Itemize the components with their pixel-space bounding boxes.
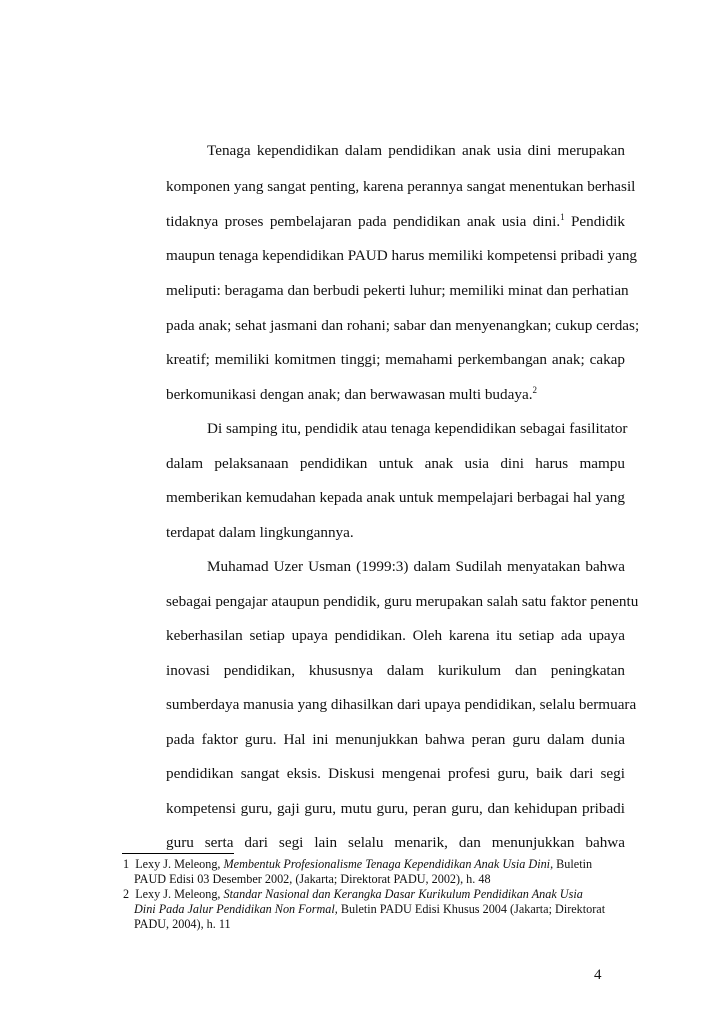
- body-text-line: pada faktor guru. Hal ini menunjukkan bahwa peran guru dalam dunia: [166, 731, 625, 748]
- footnote-1: [123, 857, 592, 872]
- body-text-line: meliputi: beragama dan berbudi pekerti luhur; memiliki minat dan perhatian: [166, 282, 629, 299]
- footnote-author: Lexy J. Meleong,: [135, 857, 221, 871]
- body-text-line: guru serta dari segi lain selalu menarik, dan menunjukkan bahwa: [166, 834, 625, 851]
- footnote-number: 1: [123, 857, 130, 871]
- footnote-text: Buletin: [556, 857, 593, 871]
- body-text-line: pendidikan sangat eksis. Diskusi mengenai profesi guru, baik dari segi: [166, 765, 625, 782]
- footnote-2-continued: [134, 902, 605, 917]
- body-text-line: pada anak; sehat jasmani dan rohani; sabar dan menyenangkan; cukup cerdas;: [166, 317, 640, 334]
- body-text-line: sumberdaya manusia yang dihasilkan dari upaya pendidikan, selalu bermuara: [166, 696, 637, 713]
- body-text-line: terdapat dalam lingkungannya.: [166, 524, 354, 541]
- footnote-title: Membentuk Profesionalisme Tenaga Kependidikan Anak Usia Dini,: [223, 857, 554, 871]
- footnote-1-continued: PAUD Edisi 03 Desember 2002, (Jakarta; Direktorat PADU, 2002), h. 48: [134, 872, 491, 886]
- body-text-line: inovasi pendidikan, khususnya dalam kurikulum dan peningkatan: [166, 662, 625, 679]
- body-text-segment: tidaknya proses pembelajaran pada pendidikan anak usia dini.: [166, 213, 561, 230]
- body-text-line: sebagai pengajar ataupun pendidik, guru merupakan salah satu faktor penentu: [166, 593, 639, 610]
- body-text-line: Di samping itu, pendidik atau tenaga kependidikan sebagai fasilitator: [207, 420, 628, 437]
- page-number: 4: [594, 967, 602, 983]
- body-text-line: [166, 212, 625, 232]
- footnote-separator: [122, 853, 234, 854]
- footnote-title: Dini Pada Jalur Pendidikan Non Formal,: [134, 902, 338, 916]
- footnote-2: [123, 887, 583, 902]
- footnote-text: Buletin PADU Edisi Khusus 2004 (Jakarta; Direktorat: [340, 902, 606, 916]
- body-text-line: komponen yang sangat penting, karena perannya sangat menentukan berhasil: [166, 178, 636, 195]
- body-text-segment: berkomunikasi dengan anak; dan berwawasan multi budaya.: [166, 386, 533, 403]
- footnote-2-continued: PADU, 2004), h. 11: [134, 917, 231, 931]
- body-text-line: memberikan kemudahan kepada anak untuk mempelajari berbagai hal yang: [166, 489, 625, 506]
- footnote-title: Standar Nasional dan Kerangka Dasar Kurikulum Pendidikan Anak Usia: [223, 887, 583, 901]
- body-text-line: keberhasilan setiap upaya pendidikan. Oleh karena itu setiap ada upaya: [166, 627, 625, 644]
- body-text-line: [166, 385, 625, 405]
- footnote-number: 2: [123, 887, 130, 901]
- body-text-segment: Pendidik: [570, 213, 625, 230]
- footnote-author: Lexy J. Meleong,: [135, 887, 221, 901]
- footnote-ref: 2: [532, 385, 537, 395]
- body-text-line: kreatif; memiliki komitmen tinggi; memahami perkembangan anak; cakap: [166, 351, 625, 368]
- body-text-line: Muhamad Uzer Usman (1999:3) dalam Sudilah menyatakan bahwa: [207, 558, 625, 575]
- body-text-line: kompetensi guru, gaji guru, mutu guru, peran guru, dan kehidupan pribadi: [166, 800, 625, 817]
- body-text-line: dalam pelaksanaan pendidikan untuk anak usia dini harus mampu: [166, 455, 625, 472]
- body-text-line: Tenaga kependidikan dalam pendidikan anak usia dini merupakan: [207, 142, 625, 159]
- footnote-ref: 1: [560, 212, 565, 222]
- body-text-line: maupun tenaga kependidikan PAUD harus memiliki kompetensi pribadi yang: [166, 247, 638, 264]
